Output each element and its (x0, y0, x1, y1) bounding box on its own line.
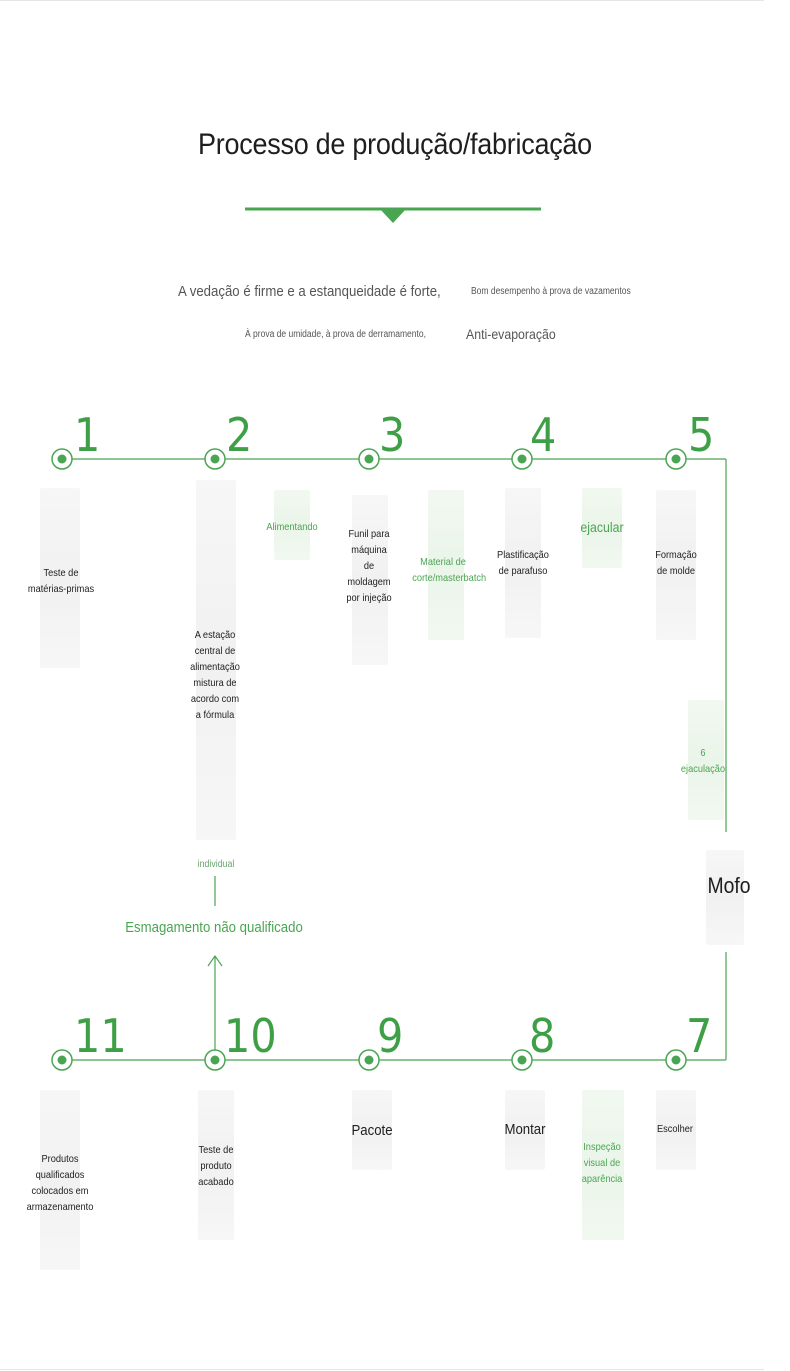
step-label-raw-material-test: Teste de matérias-primas (27, 567, 95, 595)
step-label-central-feeding: A estação central de alimentação mistura de acordo com a fórmula (190, 629, 240, 721)
step-number-8: 8 (529, 1009, 556, 1063)
step-label-storage: Produtos qualificados colocados em armazenamento (26, 1153, 94, 1213)
individual-label: individual (197, 859, 235, 870)
step-number-5: 5 (688, 408, 715, 462)
feature-leakproof: Bom desempenho à prova de vazamentos (471, 286, 631, 297)
step-number-11: 11 (74, 1009, 127, 1063)
step-number-9: 9 (377, 1009, 404, 1063)
feature-anti-evaporation: Anti-evaporação (466, 326, 556, 342)
mold-label: Mofo (707, 873, 751, 898)
page-title: Processo de produção/fabricação (198, 128, 592, 161)
step-label-assemble: Montar (504, 1121, 546, 1138)
step-number-4: 4 (530, 408, 557, 462)
step-label-package: Pacote (351, 1122, 393, 1139)
step-number-10: 10 (224, 1009, 277, 1063)
step-label-mold-forming: Formação de molde (655, 549, 697, 577)
step-label-pick: Escolher (657, 1123, 693, 1135)
step-label-screw-plasticizing: Plastificação de parafuso (497, 549, 549, 577)
step-label-visual-inspection: Inspeção visual de aparência (581, 1141, 623, 1185)
step-label-masterbatch: Material de corte/masterbatch (412, 556, 487, 584)
step-number-1: 1 (74, 408, 101, 462)
reject-crushing-label: Esmagamento não qualificado (125, 919, 303, 936)
step-label-feeding: Alimentando (266, 521, 318, 533)
step-label-hopper: Funil para máquina de moldagem por injeção (346, 528, 392, 604)
feature-moisture: À prova de umidade, à prova de derramamento, (245, 329, 426, 340)
step-label-ejection: ejacular (580, 519, 624, 535)
feature-seal: A vedação é firme e a estanqueidade é forte, (178, 283, 441, 300)
step-label-ejection-6: 6 ejaculação (680, 747, 726, 775)
step-label-finished-test: Teste de produto acabado (198, 1144, 234, 1188)
step-number-2: 2 (226, 408, 253, 462)
step-number-7: 7 (686, 1009, 713, 1063)
step-number-3: 3 (379, 408, 406, 462)
